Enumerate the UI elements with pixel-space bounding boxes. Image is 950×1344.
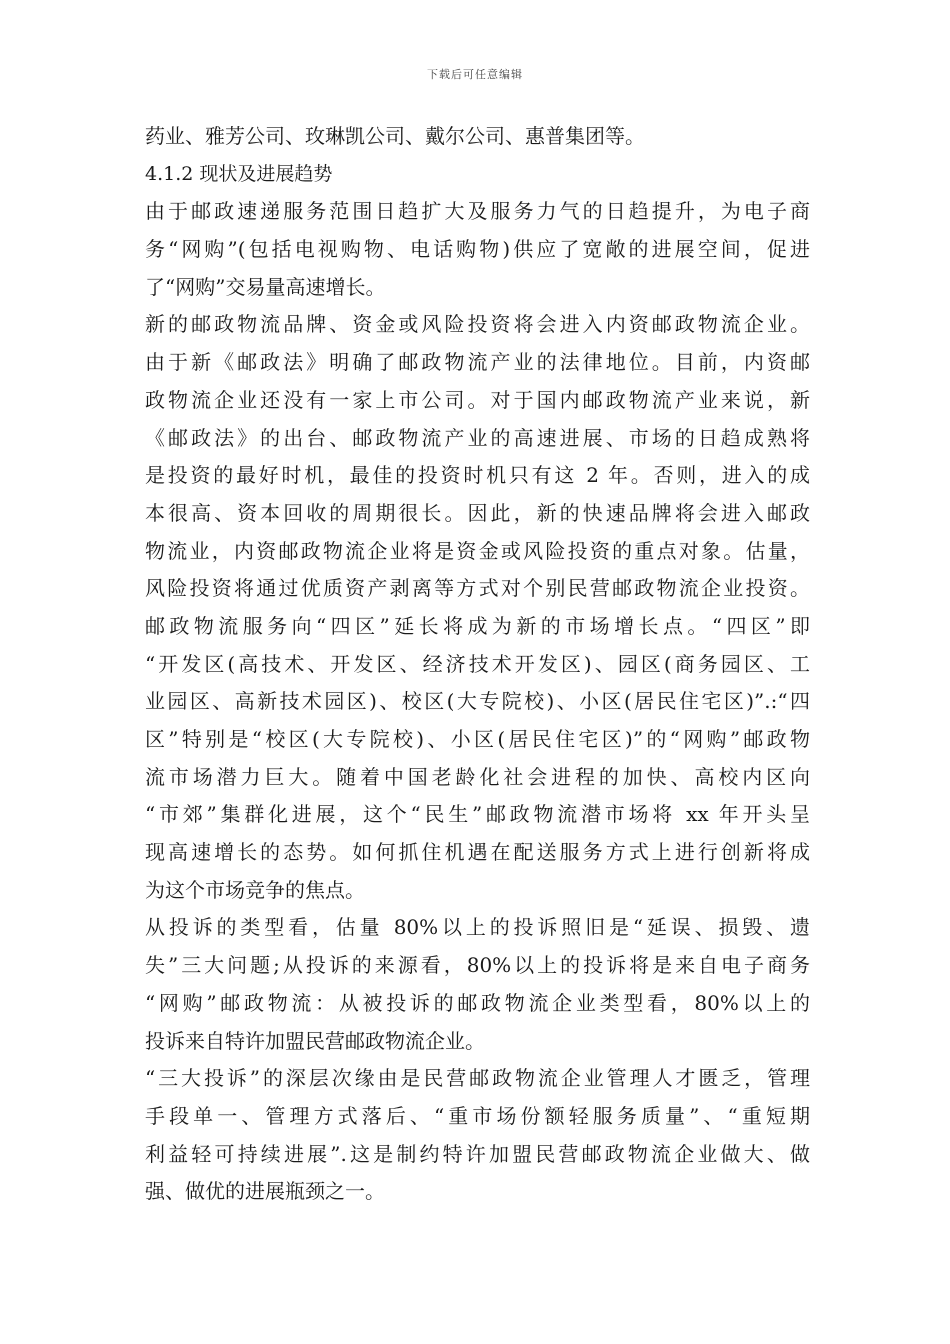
text-line: 政物流企业还没有一家上市公司。对于国内邮政物流产业来说，新	[145, 387, 810, 412]
text-line: 邮政物流服务向“四区”延长将成为新的市场增长点。“四区”即	[145, 613, 810, 638]
text-line: 务“网购”(包括电视购物、电话购物)供应了宽敞的进展空间，促进	[145, 237, 810, 262]
text-line: 现高速增长的态势。如何抓住机遇在配送服务方式上进行创新将成	[145, 840, 810, 865]
text-line: 《邮政法》的出台、邮政物流产业的高速进展、市场的日趋成熟将	[145, 425, 810, 450]
text-line: 区”特别是“校区(大专院校)、小区(居民住宅区)”的“网购”邮政物	[145, 727, 810, 751]
text-line: 由于邮政速递服务范围日趋扩大及服务力气的日趋提升，为电子商	[145, 199, 810, 224]
text-line: 了“网购”交易量高速增长。	[145, 274, 386, 299]
text-line: 风险投资将通过优质资产剥离等方式对个别民营邮政物流企业投资。	[145, 576, 810, 601]
text-line: “网购”邮政物流：从被投诉的邮政物流企业类型看，80%以上的	[145, 990, 810, 1015]
text-line: 强、做优的进展瓶颈之一。	[145, 1179, 385, 1204]
text-line: 手段单一、管理方式落后、“重市场份额轻服务质量”、“重短期	[145, 1103, 810, 1128]
text-line: 由于新《邮政法》明确了邮政物流产业的法律地位。目前，内资邮	[145, 350, 810, 375]
text-line: 新的邮政物流品牌、资金或风险投资将会进入内资邮政物流企业。	[145, 312, 810, 337]
text-line: 投诉来自特许加盟民营邮政物流企业。	[145, 1028, 485, 1053]
text-line: 业园区、高新技术园区)、校区(大专院校)、小区(居民住宅区)”.:“四	[145, 689, 810, 714]
text-line: “开发区(高技术、开发区、经济技术开发区)、园区(商务园区、工	[145, 651, 810, 676]
text-line: 流市场潜力巨大。随着中国老龄化社会进程的加快、高校内区向	[145, 764, 810, 789]
document-body	[145, 118, 810, 1211]
text-line: 本很高、资本回收的周期很长。因此，新的快速品牌将会进入邮政	[145, 500, 810, 525]
text-line: 失”三大问题;从投诉的来源看，80%以上的投诉将是来自电子商务	[145, 953, 810, 978]
section-heading: 4.1.2 现状及进展趋势	[145, 162, 333, 185]
text-line: “市郊”集群化进展，这个“民生”邮政物流潜市场将 xx 年开头呈	[145, 802, 810, 827]
text-line: 为这个市场竞争的焦点。	[145, 877, 365, 902]
text-line: 利益轻可持续进展”.这是制约特许加盟民营邮政物流企业做大、做	[145, 1141, 810, 1166]
page-header: 下载后可任意编辑	[427, 68, 523, 81]
text-line: 药业、雅芳公司、玫琳凯公司、戴尔公司、惠普集团等。	[145, 124, 645, 148]
text-line: 从投诉的类型看，估量 80%以上的投诉照旧是“延误、损毁、遗	[145, 915, 810, 940]
text-line: “三大投诉”的深层次缘由是民营邮政物流企业管理人才匮乏，管理	[145, 1066, 810, 1091]
text-line: 是投资的最好时机，最佳的投资时机只有这 2 年。否则，进入的成	[145, 463, 810, 488]
text-line: 物流业，内资邮政物流企业将是资金或风险投资的重点对象。估量，	[145, 538, 810, 563]
